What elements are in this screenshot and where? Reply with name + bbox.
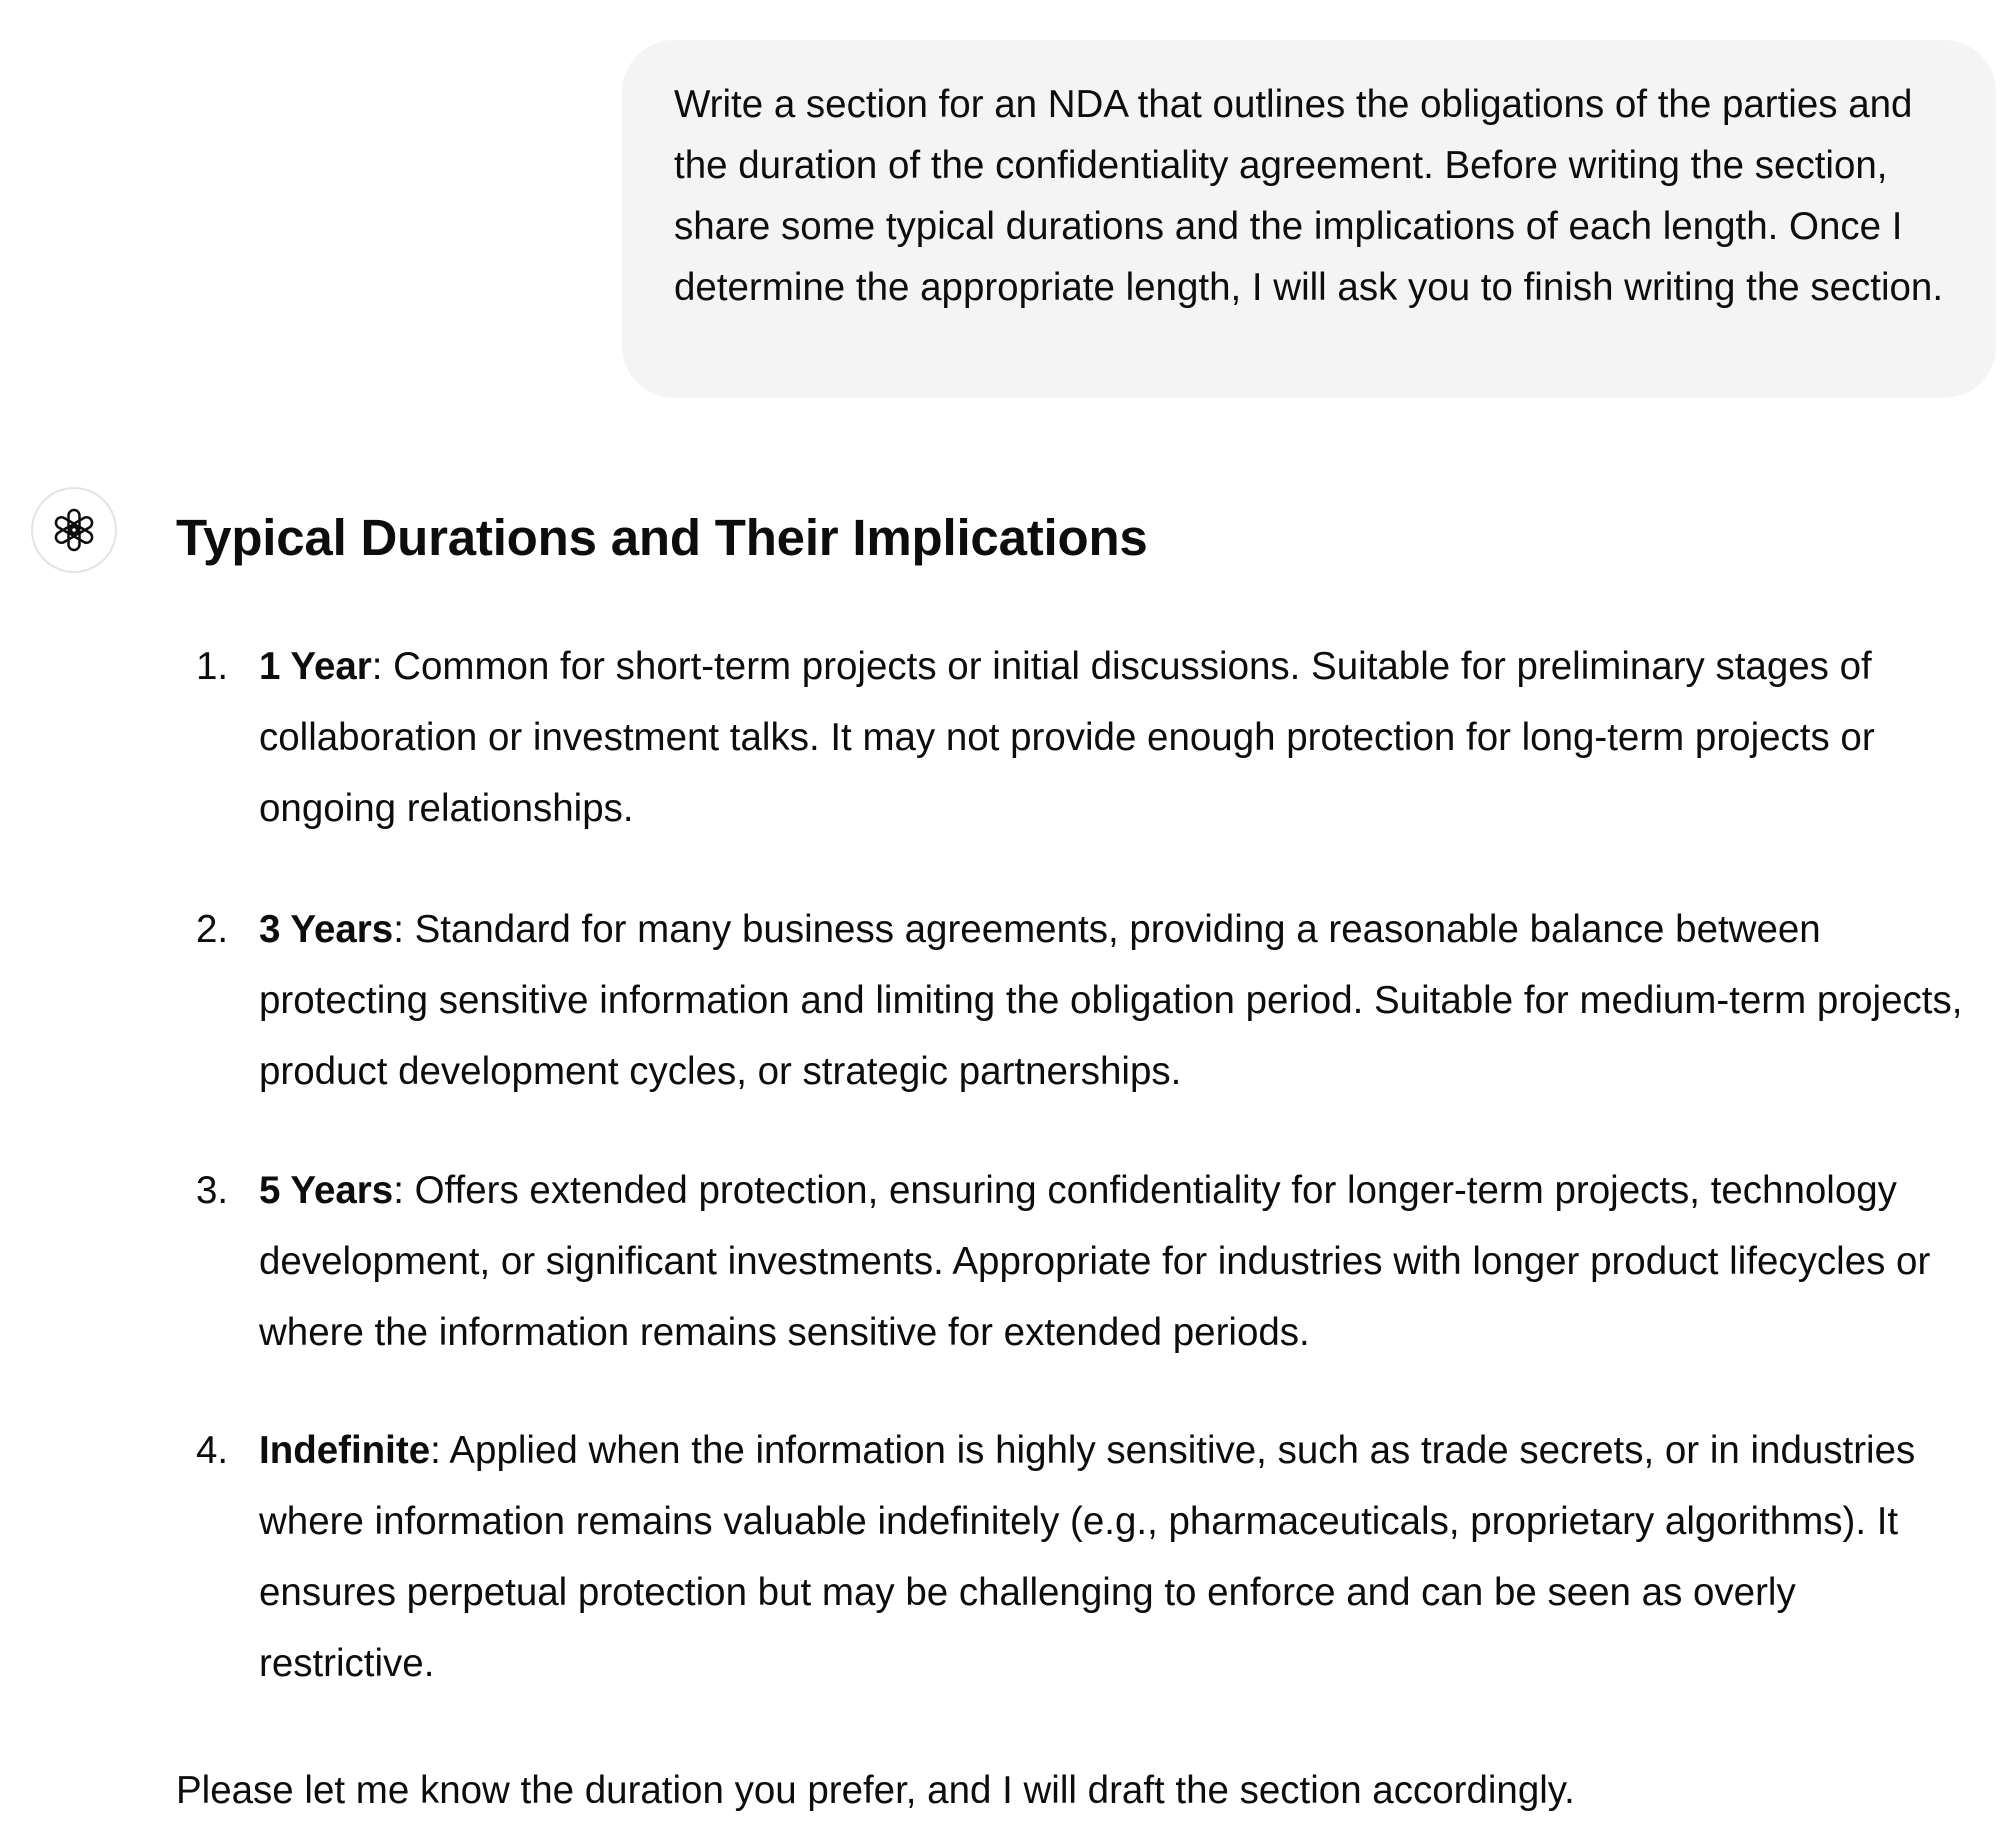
list-item-term: Indefinite	[259, 1429, 431, 1472]
list-item-description: : Standard for many business agreements, providing a reasonable balance between protecting sensitive information and limiting the obligation period. Suitable for medium-term projects, product development cycles, or strategic partnerships.	[259, 908, 1963, 1093]
closing-message: Please let me know the duration you prefer, and I will draft the section accordingly.	[176, 1769, 1575, 1812]
list-item-text	[259, 1415, 1976, 1699]
list-item	[176, 1155, 1976, 1368]
list-item-term: 3 Years	[259, 908, 394, 951]
list-item-description: : Offers extended protection, ensuring confidentiality for longer-term projects, technology development, or significant investments. Appropriate for industries with longer product lifecycles or where the information remains sensitive for extended periods.	[259, 1169, 1931, 1354]
openai-logo-icon	[49, 505, 99, 555]
reply-title: Typical Durations and Their Implications	[176, 509, 1148, 566]
list-item	[176, 894, 1976, 1107]
list-item-number: 2.	[196, 908, 229, 951]
list-item-text	[259, 631, 1976, 844]
list-item-term: 5 Years	[259, 1169, 394, 1212]
user-message-text: Write a section for an NDA that outlines the obligations of the parties and the duration of the confidentiality agreement. Before writing the section, share some typical durations and the implications of each length. Once I determine the appropriate length, I will ask you to finish writing the section.	[674, 83, 1944, 309]
list-item-description: : Common for short-term projects or initial discussions. Suitable for preliminary stages of collaboration or investment talks. It may not provide enough protection for long-term projects or ongoing relationships.	[259, 645, 1875, 830]
list-item-number: 1.	[196, 645, 229, 688]
list-item	[176, 631, 1976, 844]
list-item-term: 1 Year	[259, 645, 372, 688]
user-message-bubble	[622, 40, 1996, 398]
list-item-number: 4.	[196, 1429, 229, 1472]
list-item-number: 3.	[196, 1169, 229, 1212]
list-item-description: : Applied when the information is highly sensitive, such as trade secrets, or in industries where information remains valuable indefinitely (e.g., pharmaceuticals, proprietary algorithms). It ensures perpetual protection but may be challenging to enforce and can be seen as overly restrictive.	[259, 1429, 1916, 1685]
assistant-avatar	[31, 487, 117, 573]
list-item-text	[259, 1155, 1976, 1368]
list-item	[176, 1415, 1976, 1699]
list-item-text	[259, 894, 1976, 1107]
